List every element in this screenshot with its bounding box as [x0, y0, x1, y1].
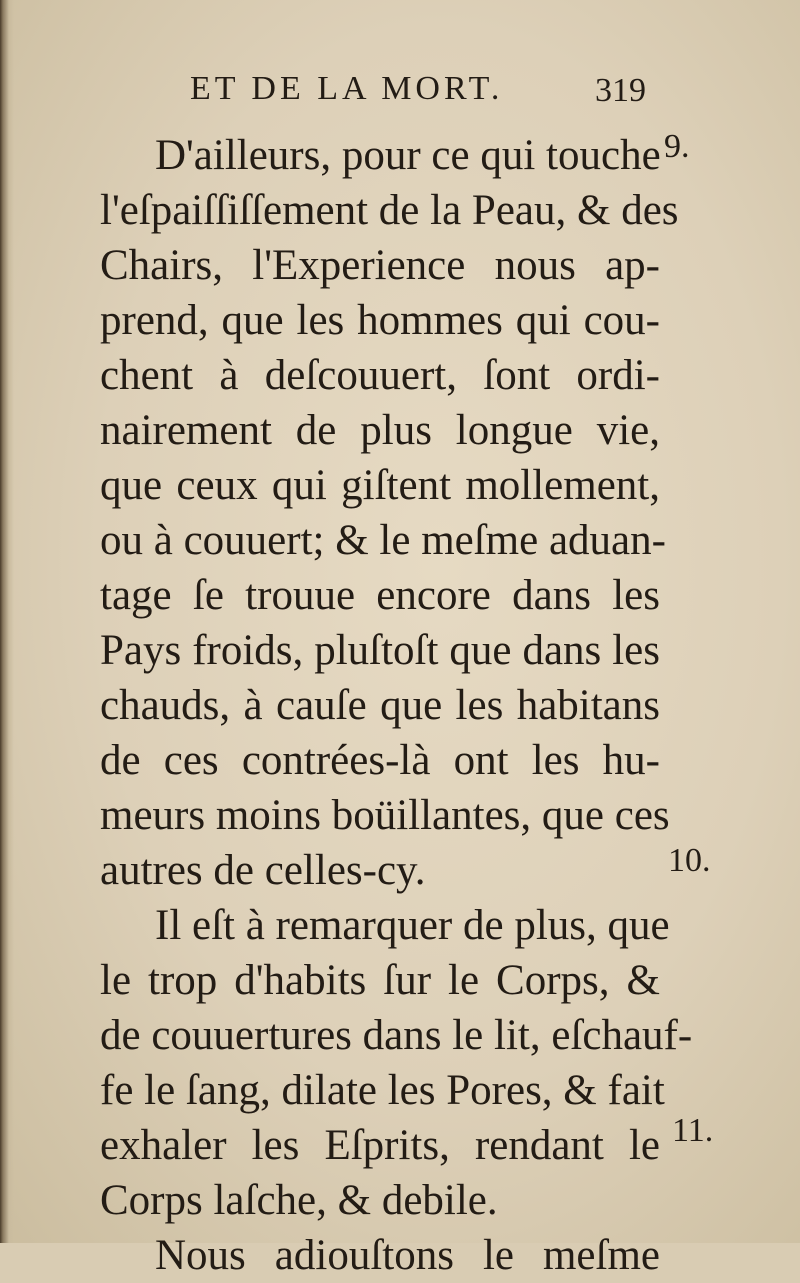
text-line: Il eſt à remarquer de plus, que [155, 902, 670, 949]
text-line: fe le ſang, dilate les Pores, & fait [100, 1067, 665, 1114]
page-header [190, 64, 670, 124]
margin-note-9: 9. [664, 128, 690, 165]
paragraph-11 [100, 1228, 660, 1283]
running-title: ET DE LA MORT. [190, 70, 504, 107]
text-line: ou à couuert; & le meſme aduan- [100, 517, 666, 564]
text-line: meurs moins boüillantes, que ces [100, 792, 670, 839]
text-line: tage ſe trouue encore dans les [100, 572, 660, 619]
text-line: autres de celles-cy. [100, 847, 426, 894]
text-line: nairement de plus longue vie, [100, 407, 660, 454]
text-line: chauds, à cauſe que les habitans [100, 682, 660, 729]
text-line: Corps laſche, & debile. [100, 1177, 498, 1224]
text-line: le trop d'habits ſur le Corps, & [100, 957, 660, 1004]
text-line: D'ailleurs, pour ce qui touche [155, 132, 661, 179]
page-gutter [0, 0, 14, 1243]
text-line: prend, que les hommes qui cou- [100, 297, 660, 344]
text-line: de ces contrées-là ont les hu- [100, 737, 660, 784]
text-line: que ceux qui giſtent mollement, [100, 462, 660, 509]
margin-note-11: 11. [672, 1112, 714, 1149]
text-line: chent à deſcouuert, ſont ordi- [100, 352, 660, 399]
page-number: 319 [595, 72, 646, 109]
text-line: Pays froids, pluſtoſt que dans les [100, 627, 660, 674]
text-line: l'eſpaiſſiſſement de la Peau, & des [100, 187, 679, 234]
paragraph-9 [100, 128, 679, 898]
margin-note-10: 10. [668, 842, 711, 879]
text-line: Nous adiouſtons le meſme [155, 1232, 660, 1279]
text-line: de couuertures dans le lit, eſchauf- [100, 1012, 693, 1059]
text-line: Chairs, l'Experience nous ap- [100, 242, 660, 289]
text-line: exhaler les Eſprits, rendant le [100, 1122, 660, 1169]
